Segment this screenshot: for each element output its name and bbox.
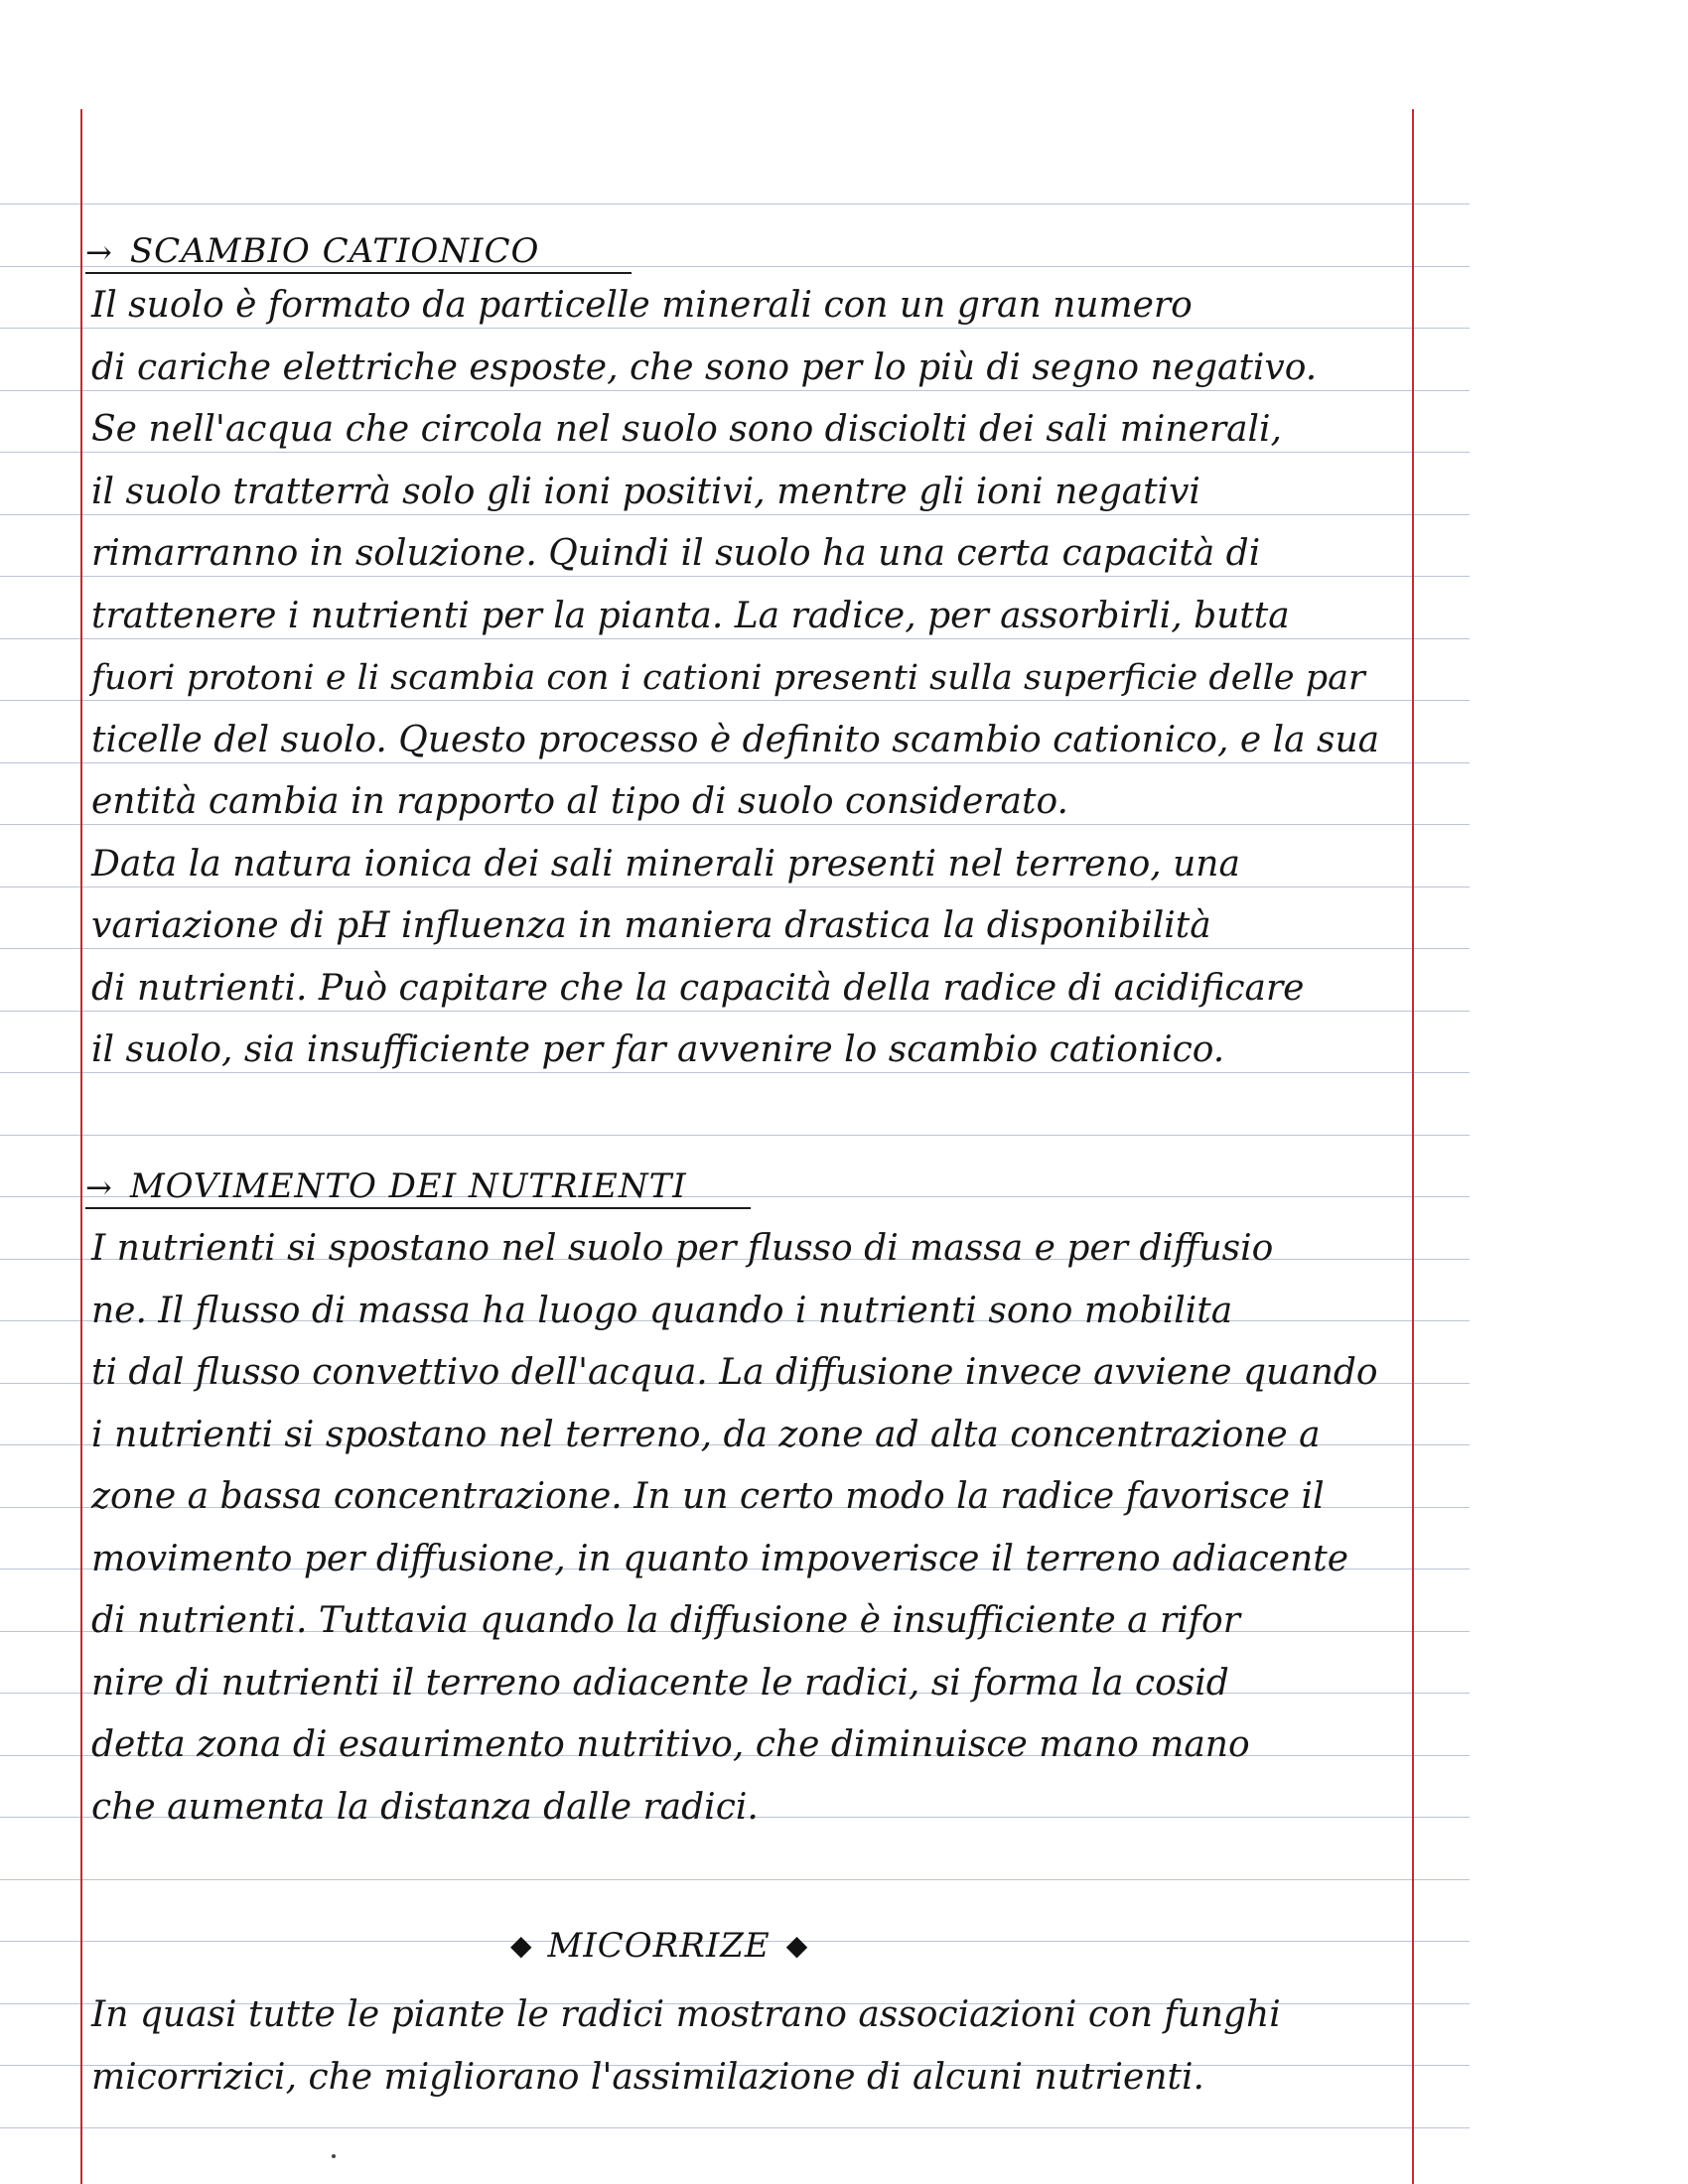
text-line: di cariche elettriche esposte, che sono per lo più di segno negativo. (91, 347, 1318, 388)
text-line: fuori protoni e li scambia con i cationi presenti sulla superficie delle par (91, 658, 1365, 698)
heading-micorrize (494, 1911, 823, 1966)
text-line: In quasi tutte le piante le radici mostrano associazioni con funghi (91, 1994, 1281, 2035)
arrow-right-icon: → (85, 1168, 112, 1206)
text-line: entità cambia in rapporto al tipo di suolo considerato. (91, 781, 1068, 822)
text-line: variazione di pH influenza in maniera drastica la disponibilità (91, 905, 1211, 946)
text-line: zone a bassa concentrazione. In un certo modo la radice favorisce il (91, 1476, 1325, 1517)
heading-text: MICORRIZE (547, 1926, 771, 1966)
text-line: ti dal flusso convettivo dell'acqua. La diffusione invece avviene quando (91, 1352, 1378, 1393)
ruled-line (0, 1879, 1470, 1880)
text-line: movimento per diffusione, in quanto impoverisce il terreno adiacente (91, 1539, 1349, 1579)
diamond-left-icon: ◆ (510, 1929, 532, 1963)
text-line: detta zona di esaurimento nutritivo, che diminuisce mano mano (91, 1724, 1250, 1765)
text-line: micorrizici, che migliorano l'assimilazione di alcuni nutrienti. (91, 2057, 1204, 2098)
text-line: Data la natura ionica dei sali minerali presenti nel terreno, una (91, 844, 1240, 885)
heading-scambio-cationico (85, 216, 540, 271)
ruled-line (0, 2127, 1470, 2128)
text-line: Il suolo è formato da particelle minerali con un gran numero (91, 285, 1193, 326)
ruled-line (0, 204, 1470, 205)
text-line: ne. Il flusso di massa ha luogo quando i nutrienti sono mobilita (91, 1291, 1233, 1331)
text-line: i nutrienti si spostano nel terreno, da zone ad alta concentrazione a (91, 1415, 1321, 1455)
right-margin-line (1412, 109, 1414, 2184)
text-line: I nutrienti si spostano nel suolo per flusso di massa e per diffusio (91, 1228, 1274, 1269)
heading-text: SCAMBIO CATIONICO (129, 231, 540, 271)
text-line: di nutrienti. Tuttavia quando la diffusione è insufficiente a rifor (91, 1600, 1240, 1641)
text-line: il suolo, sia insufficiente per far avvenire lo scambio cationico. (91, 1029, 1225, 1070)
heading-text: MOVIMENTO DEI NUTRIENTI (129, 1166, 687, 1206)
text-line: ticelle del suolo. Questo processo è definito scambio cationico, e la sua (91, 720, 1380, 760)
heading-movimento-dei-nutrienti (85, 1152, 687, 1206)
arrow-right-icon: → (85, 233, 112, 271)
ruled-line (0, 1135, 1470, 1136)
text-line: trattenere i nutrienti per la pianta. La radice, per assorbirli, butta (91, 596, 1290, 636)
pen-dot (332, 2154, 336, 2158)
ruled-line (0, 1072, 1470, 1073)
left-margin-line (80, 109, 82, 2184)
diamond-right-icon: ◆ (785, 1929, 808, 1963)
text-line: nire di nutrienti il terreno adiacente le radici, si forma la cosid (91, 1663, 1229, 1704)
text-line: di nutrienti. Può capitare che la capacità della radice di acidificare (91, 968, 1305, 1009)
text-line: che aumenta la distanza dalle radici. (91, 1787, 759, 1828)
text-line: il suolo tratterrà solo gli ioni positivi, mentre gli ioni negativi (91, 472, 1200, 512)
text-line: rimarranno in soluzione. Quindi il suolo ha una certa capacità di (91, 533, 1261, 574)
text-line: Se nell'acqua che circola nel suolo sono disciolti dei sali minerali, (91, 409, 1283, 450)
